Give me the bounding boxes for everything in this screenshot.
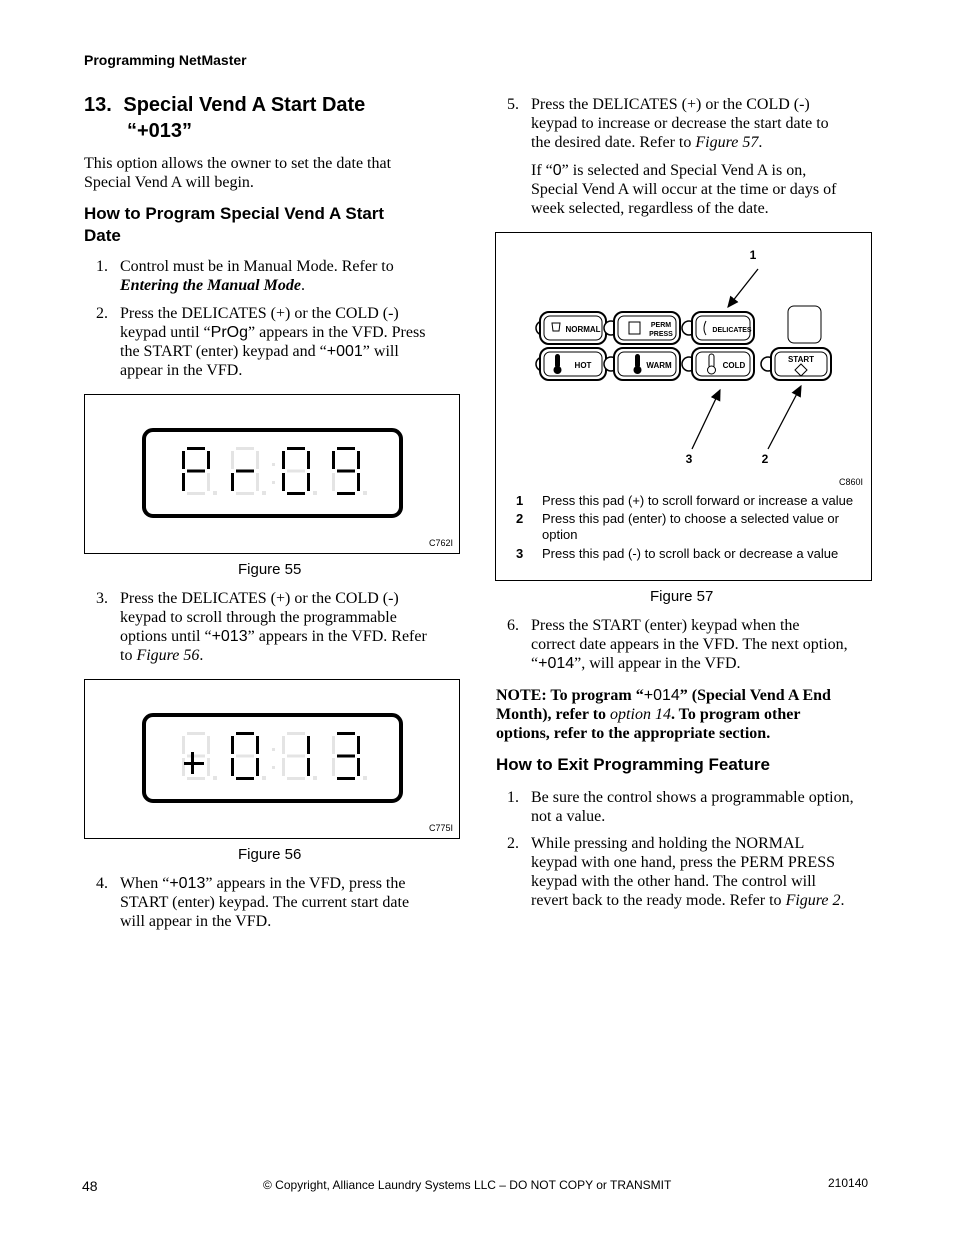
intro-line1: This option allows the owner to set the date that [84, 155, 392, 172]
figure-57-code: C860I [838, 477, 863, 487]
start-key[interactable] [761, 348, 831, 380]
step-2-line1: Press the DELICATES (+) or the COLD (-) [120, 305, 399, 322]
footer-copyright: © Copyright, Alliance Laundry Systems LLC – DO NOT COPY or TRANSMIT [263, 1178, 672, 1192]
figure-57-ref[interactable]: Figure 57 [695, 134, 759, 151]
figure-56-box [84, 679, 460, 839]
note-line1: NOTE: To program “+014” (Special Vend A End [496, 687, 831, 704]
step-5-note-line3: week selected, regardless of the date. [531, 200, 769, 217]
figure-56-code: C775I [428, 823, 453, 833]
step-3-line4: to Figure 56. [120, 647, 204, 664]
callout-3-label: 3 [685, 452, 693, 466]
vfd-colon [272, 463, 275, 466]
section-heading [84, 93, 365, 117]
vfd-display-figure-55 [85, 395, 459, 553]
thermometer-icon [555, 354, 560, 368]
figure-55-box [84, 394, 460, 554]
step-2-line3: the START (enter) keypad and “+001” will [120, 343, 399, 360]
legend-3-text: Press this pad (-) to scroll back or decrease a value [542, 546, 839, 561]
exit-step-2-line1: While pressing and holding the NORMAL [531, 835, 805, 852]
figure-2-ref[interactable]: Figure 2 [785, 892, 841, 909]
step-6-line1: Press the START (enter) keypad when the [531, 617, 800, 634]
note-line2: Month), refer to option 14. To program other [496, 706, 801, 723]
callout-3-arrow [692, 390, 720, 449]
vfd-display-figure-56 [85, 680, 459, 838]
legend-2-number: 2 [516, 511, 524, 526]
exit-step-2-line2: keypad with one hand, press the PERM PRESS [531, 854, 835, 871]
figure-56-caption: Figure 56 [238, 846, 302, 863]
vfd-colon [272, 481, 275, 484]
figure-55-caption: Figure 55 [238, 561, 302, 578]
exit-step-2-line4: revert back to the ready mode. Refer to Figure 2. [531, 892, 845, 909]
vfd-code-013: +013 [211, 628, 248, 645]
subheading-program-line1: How to Program Special Vend A Start [84, 204, 385, 223]
vfd-colon [272, 766, 275, 769]
callout-2-arrow [768, 386, 801, 449]
callout-1-label: 1 [749, 248, 757, 262]
callout-2-label: 2 [761, 452, 769, 466]
figure-56-ref[interactable]: Figure 56 [136, 647, 200, 664]
step-3-line2: keypad to scroll through the programmable [120, 609, 397, 626]
vfd-code-014b: +014 [643, 687, 680, 704]
perm-key-label-1: PERM [650, 322, 672, 329]
keypad-diagram [496, 233, 871, 493]
step-5-number: 5. [507, 96, 519, 113]
vfd-code-0: 0 [552, 162, 562, 179]
blank-key [788, 306, 821, 343]
vfd-colon [272, 748, 275, 751]
step-4-line2: START (enter) keypad. The current start date [120, 894, 410, 911]
step-2-line2: keypad until “PrOg” appears in the VFD. Press [120, 324, 426, 341]
section-title-line1: Special Vend A Start Date [123, 94, 366, 116]
exit-step-1-line2: not a value. [531, 808, 606, 825]
legend-1-number: 1 [516, 493, 524, 508]
start-key-label: START [787, 355, 815, 364]
step-4-line3: will appear in the VFD. [120, 913, 272, 930]
cold-key-label: COLD [722, 361, 746, 370]
perm-press-key[interactable] [604, 312, 680, 344]
step-1-number: 1. [96, 258, 108, 275]
figure-57-box [495, 232, 872, 581]
vfd-code-prog: PrOg [210, 324, 248, 341]
step-5-note-line1: If “0” is selected and Special Vend A is on, [531, 162, 807, 179]
step-6-number: 6. [507, 617, 519, 634]
exit-step-2-line3: keypad with the other hand. The control will [531, 873, 816, 890]
legend-1-text: Press this pad (+) to scroll forward or increase a value [542, 493, 854, 508]
exit-step-2-number: 2. [507, 835, 519, 852]
callout-1-arrow [728, 269, 758, 307]
exit-step-1-number: 1. [507, 789, 519, 806]
step-5-line3: the desired date. Refer to Figure 57. [531, 134, 763, 151]
step-6-line3: “+014”, will appear in the VFD. [531, 655, 741, 672]
running-header: Programming NetMaster [84, 52, 247, 68]
warm-key[interactable] [604, 348, 680, 380]
subheading-program-line2: Date [84, 226, 121, 245]
thermometer-icon [635, 354, 640, 368]
step-4-line1: When “+013” appears in the VFD, press the [120, 875, 406, 892]
step-1-line2: Entering the Manual Mode. [120, 277, 305, 294]
vfd-code-001: +001 [326, 343, 363, 360]
subheading-exit: How to Exit Programming Feature [496, 755, 770, 774]
delicates-key-label: DELICATES [712, 327, 752, 334]
legend-2-text: Press this pad (enter) to choose a selected value or [542, 511, 839, 526]
section-number: 13. [84, 94, 112, 116]
figure-55-code: C762I [428, 538, 453, 548]
legend-3-number: 3 [516, 546, 524, 561]
hot-key-label: HOT [574, 361, 592, 370]
delicates-key[interactable] [682, 312, 754, 344]
intro-line2: Special Vend A will begin. [84, 174, 254, 191]
step-5-note-line2: Special Vend A will occur at the time or days of [531, 181, 837, 198]
warm-key-label: WARM [646, 361, 672, 370]
legend-2-text-cont: option [542, 527, 578, 542]
step-3-line3: options until “+013” appears in the VFD. Refer [120, 628, 427, 645]
step-2-number: 2. [96, 305, 108, 322]
normal-key[interactable] [536, 312, 606, 344]
step-6-line2: correct date appears in the VFD. The next option, [531, 636, 848, 653]
vfd-code-014: +014 [538, 655, 575, 672]
perm-key-label-2: PRESS [649, 331, 673, 338]
option-14-ref[interactable]: option 14 [610, 706, 671, 723]
exit-step-1-line1: Be sure the control shows a programmable option, [531, 789, 854, 806]
hot-key[interactable] [536, 348, 606, 380]
step-3-line1: Press the DELICATES (+) or the COLD (-) [120, 590, 399, 607]
page-number: 48 [82, 1178, 98, 1194]
step-1-line1: Control must be in Manual Mode. Refer to [120, 258, 394, 275]
step-3-number: 3. [96, 590, 108, 607]
normal-key-label: NORMAL [565, 325, 601, 334]
section-title-line2: “+013” [127, 120, 193, 142]
vfd-code-013b: +013 [169, 875, 206, 892]
step-4-number: 4. [96, 875, 108, 892]
step-5-line2: keypad to increase or decrease the start date to [531, 115, 829, 132]
figure-57-caption: Figure 57 [650, 588, 714, 605]
note-line3: options, refer to the appropriate section. [496, 725, 771, 742]
cold-key[interactable] [682, 348, 754, 380]
step-2-line4: appear in the VFD. [120, 362, 243, 379]
step-5-line1: Press the DELICATES (+) or the COLD (-) [531, 96, 810, 113]
manual-mode-ref[interactable]: Entering the Manual Mode [120, 277, 301, 294]
footer-doc-number: 210140 [828, 1176, 869, 1190]
